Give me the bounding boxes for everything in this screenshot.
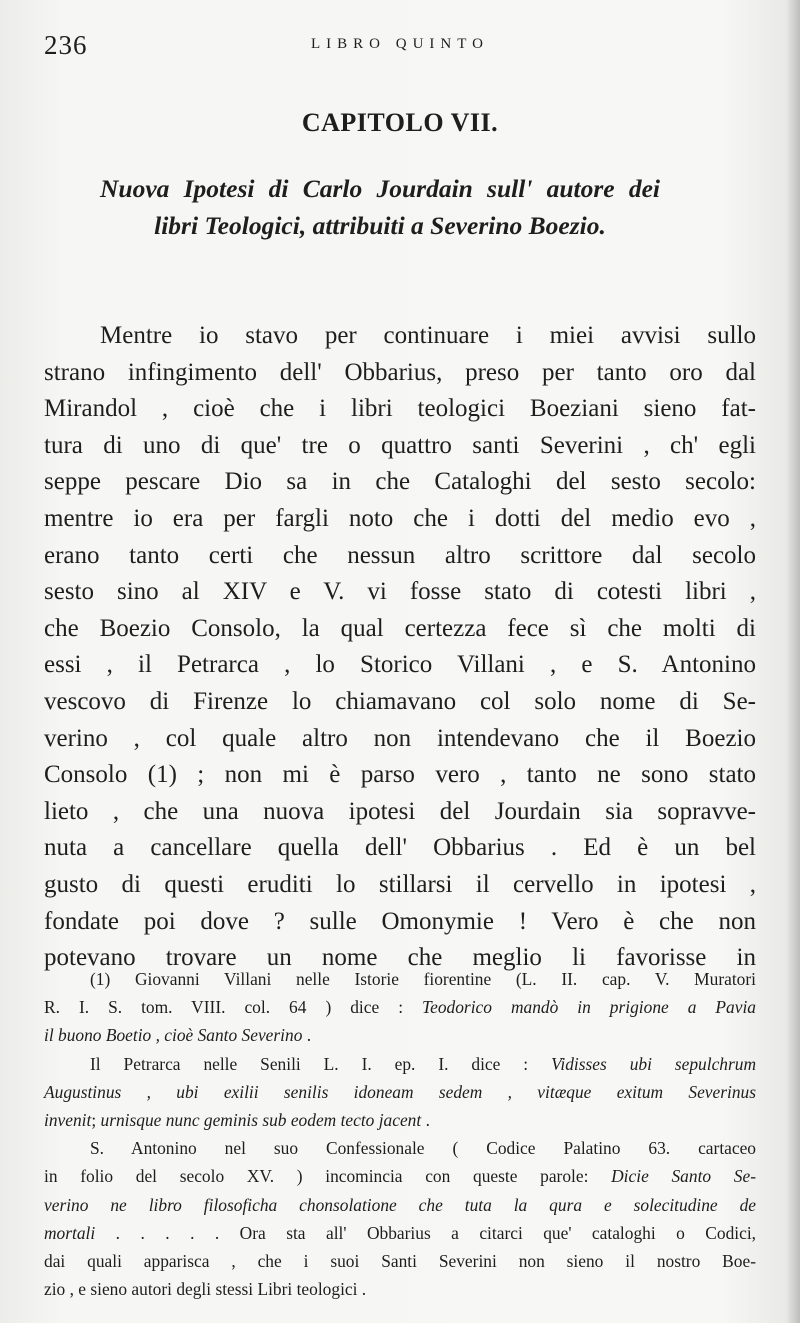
text-line: che Boezio Consolo, la qual certezza fece sì che molti di xyxy=(44,614,756,642)
text-line: sesto sino al XIV e V. vi fosse stato di cotesti libri , xyxy=(44,578,756,606)
subtitle-line: Nuova Ipotesi di Carlo Jourdain sull' autore dei xyxy=(100,174,660,203)
footnote-line: dai quali apparisca , che i suoi Santi Severini non sieno il nostro Boe- xyxy=(44,1250,756,1271)
footnote-line: il buono Boetio , cioè Santo Severino . xyxy=(44,1025,312,1046)
text-line: seppe pescare Dio sa in che Cataloghi del sesto secolo: xyxy=(44,468,756,496)
footnote-line: in folio del secolo XV. ) incomincia con queste parole: Dicie Santo Se- xyxy=(44,1166,756,1187)
page-number: 236 xyxy=(44,30,88,60)
footnotes xyxy=(44,965,756,1303)
page-gutter-shadow xyxy=(786,0,800,1323)
footnote-line: zio , e sieno autori degli stessi Libri teologici . xyxy=(44,1279,367,1300)
text-line: mentre io era per fargli noto che i dotti del medio evo , xyxy=(44,504,756,532)
footnote-line: verino ne libro filosoficha chonsolatione che tuta la qura e solecitudine de xyxy=(44,1194,756,1215)
footnote-line: R. I. S. tom. VIII. col. 64 ) dice : Teodorico mandò in prigione a Pavia xyxy=(44,997,756,1018)
footnote-line: Augustinus , ubi exilii senilis idoneam sedem , vitæque exitum Severinus xyxy=(44,1081,756,1102)
text-line: strano infingimento dell' Obbarius, preso per tanto oro dal xyxy=(44,358,756,386)
chapter-heading: CAPITOLO VII. xyxy=(301,108,499,137)
text-line: gusto di questi eruditi lo stillarsi il cervello in ipotesi , xyxy=(44,870,756,898)
footnote-line: (1) Giovanni Villani nelle Istorie fiorentine (L. II. cap. V. Muratori xyxy=(90,969,756,989)
text-line: erano tanto certi che nessun altro scrittore dal secolo xyxy=(44,541,756,569)
text-line: Consolo (1) ; non mi è parso vero , tanto ne sono stato xyxy=(44,761,756,789)
chapter-subtitle xyxy=(100,170,660,244)
text-line: vescovo di Firenze lo chiamavano col solo nome di Se- xyxy=(44,687,756,715)
running-header xyxy=(40,30,760,60)
footnote-line: mortali . . . . . Ora sta all' Obbarius a citarci que' cataloghi o Codici, xyxy=(44,1222,756,1243)
footnote-line: S. Antonino nel suo Confessionale ( Codice Palatino 63. cartaceo xyxy=(90,1138,756,1159)
text-line: potevano trovare un nome che meglio li favorisse in xyxy=(44,944,756,972)
running-title: LIBRO QUINTO xyxy=(311,36,489,52)
footnote-line: Il Petrarca nelle Senili L. I. ep. I. dice : Vidisses ubi sepulchrum xyxy=(90,1053,756,1074)
text-line: essi , il Petrarca , lo Storico Villani , e S. Antonino xyxy=(44,651,756,679)
main-text xyxy=(44,318,756,977)
text-line: tura di uno di que' tre o quattro santi Severini , ch' egli xyxy=(44,431,756,459)
footnote-line: invenit; urnisque nunc geminis sub eodem tecto jacent . xyxy=(44,1109,430,1130)
text-line: nuta a cancellare quella dell' Obbarius . Ed è un bel xyxy=(44,834,756,862)
text-line: lieto , che una nuova ipotesi del Jourdain sia sopravve- xyxy=(44,797,756,825)
text-line: fondate poi dove ? sulle Omonymie ! Vero è che non xyxy=(44,907,756,935)
text-line: Mentre io stavo per continuare i miei avvisi sullo xyxy=(100,322,756,349)
text-line: Mirandol , cioè che i libri teologici Boeziani sieno fat- xyxy=(44,395,756,423)
text-line: verino , col quale altro non intendevano che il Boezio xyxy=(44,724,756,752)
subtitle-line: libri Teologici, attribuiti a Severino Boezio. xyxy=(154,211,606,240)
